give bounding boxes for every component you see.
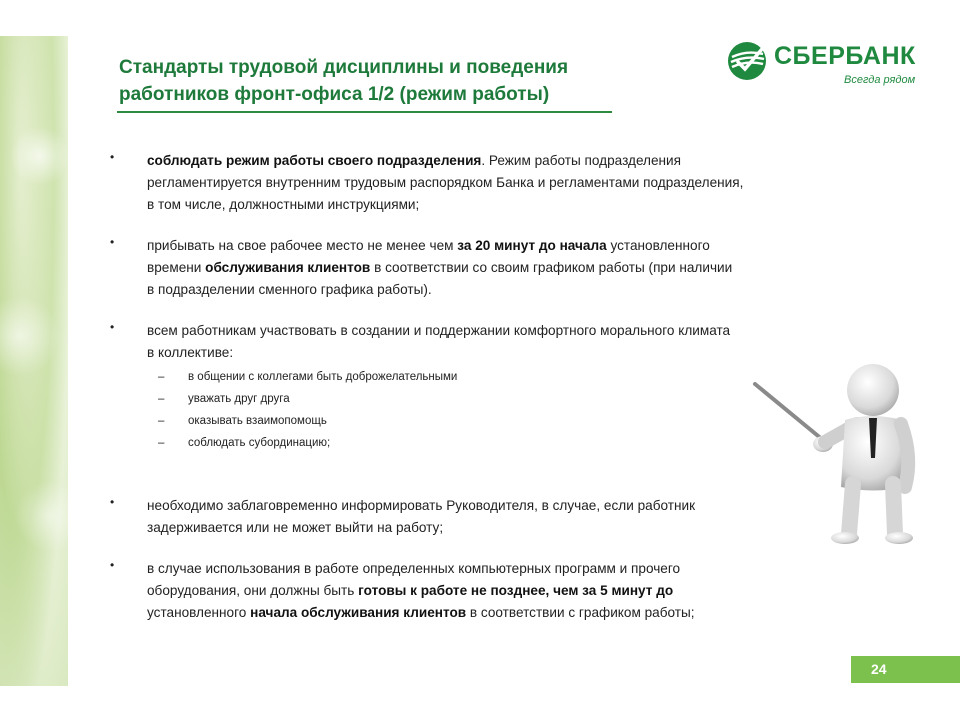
dash-marker: – (158, 437, 165, 449)
bullet-item-2 (108, 235, 828, 301)
bullet-3-line-1: всем работникам участвовать в создании и поддержании комфортного морального климата (147, 323, 731, 338)
page-number-badge (851, 656, 960, 683)
content-body (108, 150, 828, 624)
bullet-item-1 (108, 150, 828, 216)
bullet-2-bold-b: обслуживания клиентов (205, 260, 371, 275)
bullet-marker: • (110, 150, 115, 164)
bullet-item-5 (108, 558, 828, 624)
bullet-5-line-1: в случае использования в работе определенных компьютерных программ и прочего (147, 561, 681, 576)
dash-marker: – (158, 415, 165, 427)
bullet-marker: • (110, 235, 115, 249)
bullet-marker: • (110, 320, 115, 334)
sub-item-text: в общении с коллегами быть доброжелательными (188, 371, 458, 383)
bullet-2-text-a: прибывать на свое рабочее место не менее чем (147, 238, 458, 253)
sub-item-2 (108, 388, 828, 410)
bullet-1-text: . Режим работы подразделения (481, 153, 682, 168)
sub-item-text: уважать друг друга (188, 393, 290, 405)
bullet-5-bold-b: начала обслуживания клиентов (250, 605, 467, 620)
sberbank-logo (726, 40, 926, 90)
logo-brand-text: СБЕРБАНК (774, 42, 916, 70)
sub-item-4 (108, 432, 828, 454)
bullet-4-line-1: необходимо заблаговременно информировать Руководителя, в случае, если работник (147, 498, 696, 513)
bullet-5-text-a: оборудования, они должны быть (147, 583, 359, 598)
page-number: 24 (871, 661, 887, 677)
page-title (119, 54, 679, 108)
title-line-2: работников фронт-офиса 1/2 (режим работы) (119, 84, 550, 105)
title-underline (117, 111, 612, 113)
bullet-2-text-b: установленного (606, 238, 710, 253)
bullet-5-text-c: в соответствии с графиком работы; (466, 605, 695, 620)
bullet-2-bold-a: за 20 минут до начала (457, 238, 607, 253)
bullet-1-line-2: регламентируется внутренним трудовым распорядком Банка и регламентами подразделения, (147, 175, 744, 190)
decorative-side-panel (0, 36, 68, 686)
bullet-item-3 (108, 320, 828, 364)
dash-marker: – (158, 371, 165, 383)
title-line-1: Стандарты трудовой дисциплины и поведения (119, 57, 569, 78)
bullet-marker: • (110, 495, 115, 509)
bullet-5-text-b: установленного (147, 605, 251, 620)
sberbank-logo-icon (726, 40, 768, 82)
bullet-2-text-d: в соответствии со своим графиком работы (при наличии (370, 260, 733, 275)
bullet-3-line-2: в коллективе: (147, 345, 234, 360)
bullet-1-bold: соблюдать режим работы своего подразделения (147, 153, 482, 168)
sub-item-1 (108, 366, 828, 388)
bullet-marker: • (110, 558, 115, 572)
presenter-figure-illustration (745, 362, 933, 547)
bullet-1-line-3: в том числе, должностными инструкциями; (147, 197, 420, 212)
dash-marker: – (158, 393, 165, 405)
bullet-item-4 (108, 495, 828, 539)
sub-item-text: соблюдать субординацию; (188, 437, 331, 449)
bullet-2-text-c: времени (147, 260, 206, 275)
bullet-2-line-3: в подразделении сменного графика работы). (147, 282, 432, 297)
sub-item-3 (108, 410, 828, 432)
sub-item-text: оказывать взаимопомощь (188, 415, 327, 427)
bullet-4-line-2: задерживается или не может выйти на работу; (147, 520, 444, 535)
logo-tagline: Всегда рядом (844, 74, 916, 86)
bullet-5-bold-a: готовы к работе не позднее, чем за 5 минут до (358, 583, 674, 598)
